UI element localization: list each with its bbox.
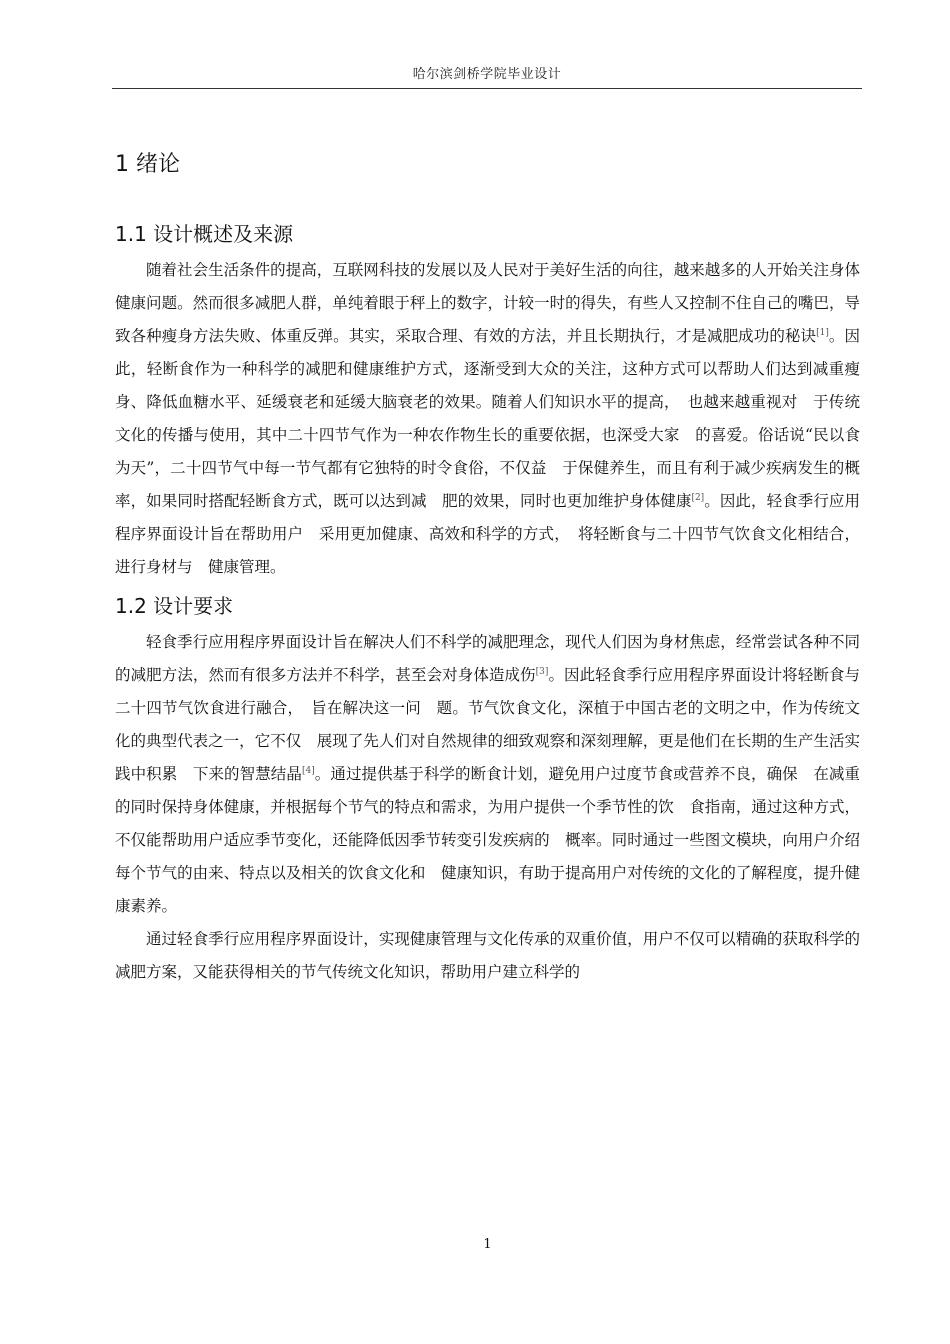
paragraph-text: 。因此轻食季行应用程序界面设计将轻断食与二十四节气饮食进行融合， 旨在解决这一问 题。节气饮食文化，深植于中国古老的文明之中，作为传统文化的典型代表之一，它不仅 展现了先人们对自然规律的细致观察和深刻理解，更是他们在长期的生产生活实践中积累 下来的智慧结晶 bbox=[115, 666, 860, 783]
paragraph bbox=[115, 923, 860, 989]
paragraph-text: 通过轻食季行应用程序界面设计，实现健康管理与文化传承的双重价值，用户不仅可以精确的获取科学的减肥方案，又能获得相关的节气传统文化知识，帮助用户建立科学的 bbox=[115, 930, 860, 981]
page-header-title: 哈尔滨剑桥学院毕业设计 bbox=[412, 67, 562, 82]
paragraph-text: 。因此，轻食季行应用程序界面设计旨在帮助用户 采用更加健康、高效和科学的方式， 将轻断食与二十四节气饮食文化相结合，进行身材与 健康管理。 bbox=[115, 492, 860, 576]
paragraph-text: 。因此，轻断食作为一种科学的减肥和健康维护方式，逐渐受到大众的关注，这种方式可以帮助人们达到减重瘦身、降低血糖水平、延缓衰老和延缓大脑衰老的效果。随着人们知识水平的提高， 也越来越重视对 于传统文化的传播与使用，其中二十四节气作为一种农作物生长的重要依据，也深受大家 的喜爱。俗话说“民以食为天”，二十四节气中每一节气都有它独特的时令食俗，不仅益 于保健养生，而且有利于减少疾病发生的概率，如果同时搭配轻断食方式，既可以达到减 肥的效果，同时也更加维护身体健康 bbox=[115, 327, 860, 510]
citation-mark: [3] bbox=[535, 666, 549, 677]
section-title-1-2: 1.2 设计要求 bbox=[115, 594, 234, 618]
chapter-title: 1 绪论 bbox=[115, 152, 180, 177]
paragraph bbox=[115, 626, 860, 923]
paragraph-text: 随着社会生活条件的提高，互联网科技的发展以及人民对于美好生活的向往，越来越多的人开始关注身体健康问题。然而很多减肥人群，单纯着眼于秤上的数字，计较一时的得失，有些人又控制不住自己的嘴巴，导致各种瘦身方法失败、体重反弹。其实，采取合理、有效的方法，并且长期执行，才是减肥成功的秘诀 bbox=[115, 261, 860, 345]
citation-mark: [1] bbox=[816, 327, 829, 338]
paragraph-text: 轻食季行应用程序界面设计旨在解决人们不科学的减肥理念，现代人们因为身材焦虑，经常尝试各种不同的减肥方法，然而有很多方法并不科学，甚至会对身体造成伤 bbox=[115, 633, 860, 684]
document-body bbox=[115, 148, 860, 989]
section-title-1-1: 1.1 设计概述及来源 bbox=[115, 222, 294, 246]
paragraph-text: 。通过提供基于科学的断食计划，避免用户过度节食或营养不良，确保 在减重的同时保持身体健康，并根据每个节气的特点和需求，为用户提供一个季节性的饮 食指南，通过这种方式，不仅能帮助用户适应季节变化，还能降低因季节转变引发疾病的 概率。同时通过一些图文模块，向用户介绍每个节气的由来、特点以及相关的饮食文化和 健康知识，有助于提高用户对传统的文化的了解程度，提升健康素养。 bbox=[115, 765, 860, 915]
citation-mark: [4] bbox=[301, 765, 315, 776]
page-number: 1 bbox=[483, 1237, 492, 1252]
header-divider bbox=[112, 88, 862, 89]
paragraph bbox=[115, 254, 860, 584]
citation-mark: [2] bbox=[691, 492, 705, 503]
